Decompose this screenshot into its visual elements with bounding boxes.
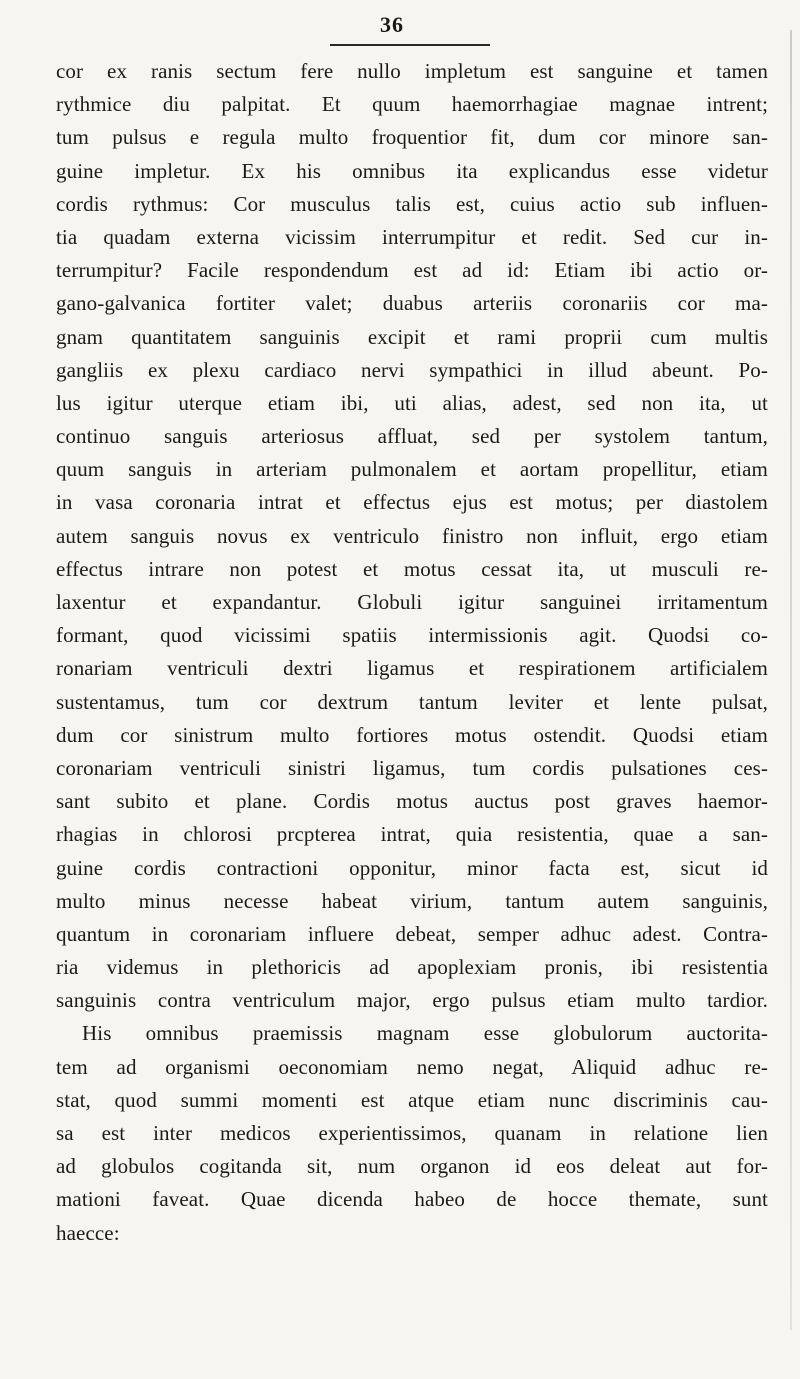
text-line: ria videmus in plethoricis ad apoplexiam pronis, ibi resistentia bbox=[56, 955, 768, 980]
text-line: coronariam ventriculi sinistri ligamus, tum cordis pulsationes ces- bbox=[56, 755, 768, 780]
text-line-paragraph-start: His omnibus praemissis magnam esse globulorum auctorita- bbox=[82, 1021, 768, 1046]
text-line: ronariam ventriculi dextri ligamus et respirationem artificialem bbox=[56, 656, 768, 681]
text-line: rhagias in chlorosi prcpterea intrat, quia resistentia, quae a san- bbox=[56, 822, 768, 847]
text-line: gano-galvanica fortiter valet; duabus arteriis coronariis cor ma- bbox=[56, 291, 768, 316]
text-line: mationi faveat. Quae dicenda habeo de hocce themate, sunt bbox=[56, 1187, 768, 1212]
text-line: ad globulos cogitanda sit, num organon id eos deleat aut for- bbox=[56, 1154, 768, 1179]
text-line: sanguinis contra ventriculum major, ergo pulsus etiam multo tardior. bbox=[56, 988, 768, 1013]
text-line: rythmice diu palpitat. Et quum haemorrhagiae magnae intrent; bbox=[56, 92, 768, 117]
text-line: quum sanguis in arteriam pulmonalem et aortam propellitur, etiam bbox=[56, 457, 768, 482]
text-line: cor ex ranis sectum fere nullo impletum est sanguine et tamen bbox=[56, 59, 768, 83]
text-line: lus igitur uterque etiam ibi, uti alias, adest, sed non ita, ut bbox=[56, 390, 768, 415]
text-line: in vasa coronaria intrat et effectus ejus est motus; per diastolem bbox=[56, 490, 768, 515]
text-line: effectus intrare non potest et motus cessat ita, ut musculi re- bbox=[56, 556, 768, 581]
text-line: multo minus necesse habeat virium, tantum autem sanguinis, bbox=[56, 888, 768, 913]
header-rule bbox=[330, 44, 490, 46]
text-line: autem sanguis novus ex ventriculo finistro non influit, ergo etiam bbox=[56, 523, 768, 548]
text-line: sustentamus, tum cor dextrum tantum leviter et lente pulsat, bbox=[56, 689, 768, 714]
text-line: gnam quantitatem sanguinis excipit et rami proprii cum multis bbox=[56, 324, 768, 349]
text-line: formant, quod vicissimi spatiis intermissionis agit. Quodsi co- bbox=[56, 623, 768, 648]
text-line: terrumpitur? Facile respondendum est ad id: Etiam ibi actio or- bbox=[56, 258, 768, 283]
text-line: tum pulsus e regula multo froquentior fit, dum cor minore san- bbox=[56, 125, 768, 150]
text-line: continuo sanguis arteriosus affluat, sed per systolem tantum, bbox=[56, 424, 768, 449]
text-line: guine cordis contractioni opponitur, minor facta est, sicut id bbox=[56, 855, 768, 880]
text-line: tem ad organismi oeconomiam nemo negat, Aliquid adhuc re- bbox=[56, 1054, 768, 1079]
text-line: dum cor sinistrum multo fortiores motus ostendit. Quodsi etiam bbox=[56, 722, 768, 747]
text-line-final: haecce: bbox=[56, 1220, 120, 1245]
text-line: sa est inter medicos experientissimos, quanam in relatione lien bbox=[56, 1121, 768, 1145]
text-line: sant subito et plane. Cordis motus auctus post graves haemor- bbox=[56, 789, 768, 814]
text-line: gangliis ex plexu cardiaco nervi sympathici in illud abeunt. Po- bbox=[56, 357, 768, 382]
text-line: cordis rythmus: Cor musculus talis est, cuius actio sub influen- bbox=[56, 191, 768, 216]
text-line: laxentur et expandantur. Globuli igitur sanguinei irritamentum bbox=[56, 590, 768, 614]
text-line: stat, quod summi momenti est atque etiam nunc discriminis cau- bbox=[56, 1087, 768, 1112]
page-number: 36 bbox=[380, 12, 404, 37]
page-edge-shadow bbox=[790, 30, 792, 1330]
body-text bbox=[56, 55, 768, 1250]
text-line: tia quadam externa vicissim interrumpitur et redit. Sed cur in- bbox=[56, 224, 768, 249]
text-line: guine impletur. Ex his omnibus ita explicandus esse videtur bbox=[56, 158, 768, 183]
text-line: quantum in coronariam influere debeat, semper adhuc adest. Contra- bbox=[56, 921, 768, 946]
